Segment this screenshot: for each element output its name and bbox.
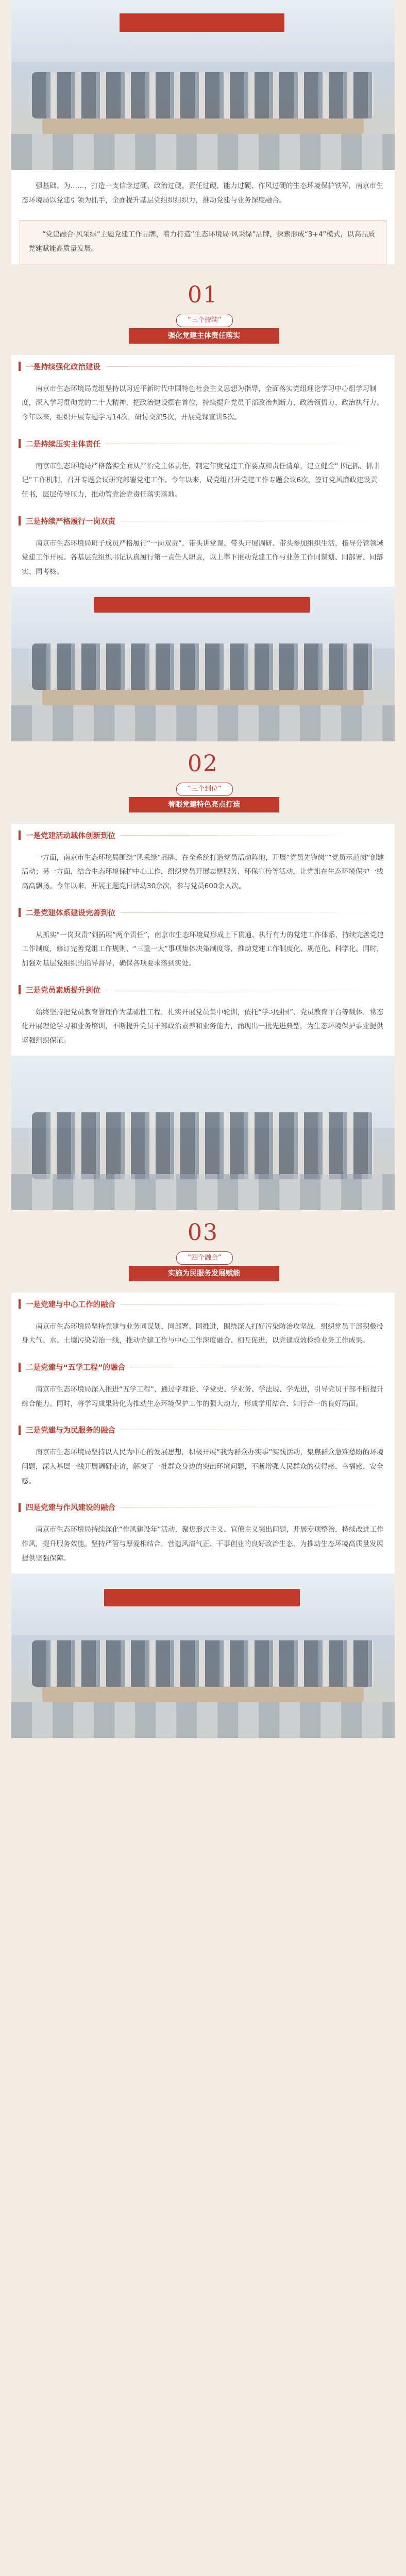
- section-1-number: 01: [188, 281, 218, 308]
- section-2-photo: [11, 1056, 395, 1210]
- section-3-paragraph-2: 南京市生态环境局深入推进“五学工程”，通过学理论、学党史、学业务、学法规、学先进，引导党员干部不断提升综合能力。同时，将学习成果转化为推动生态环境保护工作的强大动力，形成学用结合、知行合一的良好局面。: [22, 1385, 384, 1408]
- section-2-ribbon: 着眼党建特色亮点打造: [129, 797, 279, 812]
- intro-paragraph: 强基础、为……，打造一支信念过硬、政治过硬、责任过硬、能力过硬、作风过硬的生态环境保护铁军，南京市生态环境局以党建引领为抓手，全面提升基层党组织组织力，推动党建与业务深度融合。: [22, 182, 383, 205]
- section-1-ribbon: 强化党建主体责任落实: [129, 328, 279, 344]
- section-3-card: [11, 1293, 395, 1573]
- section-3-subtitle-3: 三是党建与为民服务的融合: [11, 1418, 395, 1442]
- section-2-card: [11, 824, 395, 1056]
- section-2-pill: “三个到位”: [176, 783, 233, 796]
- section-1-card: [11, 355, 395, 587]
- section-3-subtitle-2: 二是党建与“五学工程”的融合: [11, 1355, 395, 1379]
- section-1-photo: [11, 587, 395, 741]
- hero-photo: [11, 0, 395, 170]
- section-3-subtitle-4: 四是党建与作风建设的融合: [11, 1496, 395, 1519]
- section-3-pill: “四个融合”: [176, 1251, 233, 1265]
- section-1-paragraph-2: 南京市生态环境局严格落实全面从严治党主体责任，制定年度党建工作要点和责任清单，建立健全“书记抓、抓书记”工作机制，召开专题会议研究部署党建工作。今年以来，局党组召开党建工作专题会议6次，签订党风廉政建设责任书，层层传导压力，推动管党治党责任落实落地。: [22, 462, 380, 499]
- section-3-paragraph-1: 南京市生态环境局坚持党建与业务同谋划、同部署、同推进，围绕深入打好污染防治攻坚战，组织党员干部积极投身大气、水、土壤污染防治一线，推动党建工作与中心工作深度融合、相互促进，以党建成效检验业务工作成果。: [22, 1322, 383, 1345]
- intro-card: [11, 170, 395, 264]
- section-2-paragraph-3: 始终坚持把党员教育管理作为基础性工程，扎实开展党员集中轮训，依托“学习强国”、党员教育平台等载体，常态化开展理论学习和业务培训，不断提升党员干部政治素养和业务能力，涌现出一批先进典型，为生态环境保护事业提供坚强组织保证。: [22, 1008, 384, 1045]
- section-2-subtitle-2: 二是党建体系建设完善到位: [11, 901, 395, 924]
- section-1-header: [11, 273, 395, 355]
- section-1-pill: “三个持续”: [176, 314, 233, 327]
- section-3-ribbon: 实施为民服务发展赋能: [129, 1266, 279, 1281]
- section-2-subtitle-1: 一是党建活动载体创新到位: [11, 824, 395, 847]
- section-3-paragraph-4: 南京市生态环境局持续深化“作风建设年”活动，聚焦形式主义、官僚主义突出问题，开展专项整治，持续改进工作作风，提升服务效能。坚持严管与厚爱相结合，营造风清气正、干事创业的良好政治生态，为推动生态环境高质量发展提供坚强保障。: [22, 1526, 384, 1563]
- section-2-header: [11, 741, 395, 824]
- section-1-subtitle-3: 三是持续严格履行一岗双责: [11, 510, 395, 533]
- intro-quote: “党建融合·风采绿”主题党建工作品牌，着力打造“生态环境局·风采绿”品牌，探索形成“3+4”模式，以高品质党建赋能高质量发展。: [20, 220, 386, 264]
- section-3-subtitle-1: 一是党建与中心工作的融合: [11, 1293, 395, 1316]
- section-3-header: [11, 1210, 395, 1293]
- section-3-number: 03: [188, 1219, 218, 1246]
- section-2-paragraph-1: 一方面，南京市生态环境局围绕“风采绿”品牌，在全系统打造党员活动阵地，开展“党员先锋岗”“党员示范岗”创建活动；另一方面，结合生态环境保护中心工作，组织党员开展志愿服务、环保宣传等活动，让党旗在生态环境保护一线高高飘扬。今年以来，开展主题党日活动30余次，参与党员600余人次。: [22, 853, 384, 891]
- section-3-photo: [11, 1573, 395, 1738]
- section-3-paragraph-3: 南京市生态环境局坚持以人民为中心的发展思想，积极开展“我为群众办实事”实践活动，聚焦群众急难愁盼的环境问题，深入基层一线开展调研走访，解决了一批群众身边的突出环境问题，不断增强人民群众的获得感、幸福感、安全感。: [22, 1448, 384, 1485]
- section-1-paragraph-1: 南京市生态环境局党组坚持以习近平新时代中国特色社会主义思想为指导，全面落实党组理论学习中心组学习制度，深入学习贯彻党的二十大精神，把政治建设摆在首位，持续提升党员干部政治判断力、政治领悟力、政治执行力。今年以来，组织开展专题学习14次，研讨交流5次，开展党课宣讲5次。: [22, 384, 383, 422]
- section-2-paragraph-2: 从抓实“一岗双责”到拓展“两个责任”，南京市生态环境局形成上下贯通、执行有力的党建工作体系，持续完善党建工作制度，修订完善党组工作规则、“三重一大”事项集体决策制度等，推动党建工作制度化、规范化、科学化。同时，加强对基层党组织的指导督导，确保各项要求落到实处。: [22, 930, 384, 968]
- section-1-subtitle-1: 一是持续强化政治建设: [11, 355, 395, 378]
- section-2-number: 02: [188, 750, 218, 777]
- meeting-banner: [120, 13, 284, 32]
- section-1-subtitle-2: 二是持续压实主体责任: [11, 432, 395, 455]
- section-2-subtitle-3: 三是党员素质提升到位: [11, 978, 395, 1002]
- section-1-paragraph-3: 南京市生态环境局班子成员严格履行“一岗双责”，带头讲党课、带头开展调研、带头参加组织生活，指导分管领域党建工作开展。各基层党组织书记认真履行第一责任人职责，以上率下推动党建工作与业务工作同谋划、同部署、同落实、同考核。: [22, 539, 384, 577]
